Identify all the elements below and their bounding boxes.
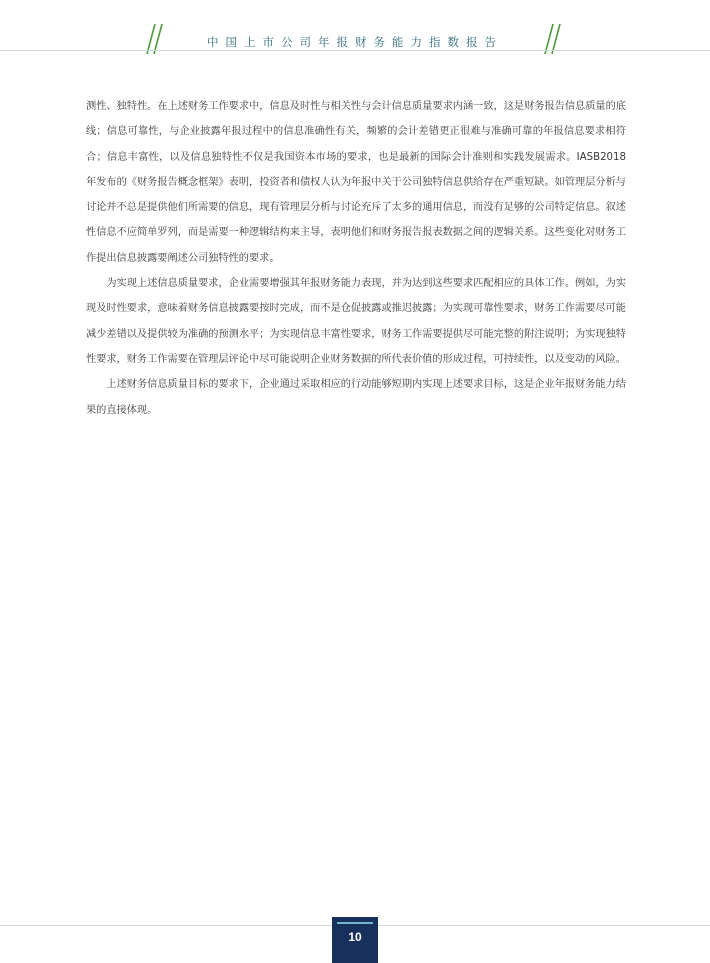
body-text [86, 94, 626, 423]
paragraph-1: 测性、独特性。在上述财务工作要求中，信息及时性与相关性与会计信息质量要求内涵一致，这是财务报告信息质量的底线；信息可靠性，与企业披露年报过程中的信息准确性有关，频繁的会计差错更正很难与准确可靠的年报信息要求相符合；信息丰富性，以及信息独特性不仅是我国资本市场的要求，也是最新的国际会计准则和实践发展需求。IASB2018 年发布的《财务报告概念框架》表明，投资者和债权人认为年报中关于公司独特信息供给存在严重短缺。如管理层分析与讨论并不总是提供他们所需要的信息，现有管理层分析与讨论充斥了太多的通用信息，而没有足够的公司特定信息。叙述性信息不应简单罗列，而是需要一种逻辑结构来主导，表明他们和财务报告报表数据之间的逻辑关系。这些变化对财务工作提出信息披露要阐述公司独特性的要求。 [86, 101, 626, 264]
page-number-box [332, 917, 378, 963]
paragraph-2: 为实现上述信息质量要求，企业需要增强其年报财务能力表现，并为达到这些要求匹配相应的具体工作。例如，为实现及时性要求，意味着财务信息披露要按时完成，而不是仓促披露或推迟披露；为实现可靠性要求，财务工作需要尽可能减少差错以及提供较为准确的预测水平；为实现信息丰富性要求，财务工作需要提供尽可能完整的附注说明；为实现独特性要求，财务工作需要在管理层评论中尽可能说明企业财务数据的所代表价值的形成过程，可持续性，以及变动的风险。 [86, 278, 626, 365]
header-title: 中国上市公司年报财务能力指数报告 [207, 35, 503, 49]
paragraph-3: 上述财务信息质量目标的要求下，企业通过采取相应的行动能够短期内实现上述要求目标，这是企业年报财务能力结果的直接体现。 [86, 379, 626, 416]
header-divider [0, 50, 710, 51]
page-number: 10 [348, 930, 362, 944]
page-number-accent [337, 922, 373, 924]
page-header [0, 0, 710, 52]
